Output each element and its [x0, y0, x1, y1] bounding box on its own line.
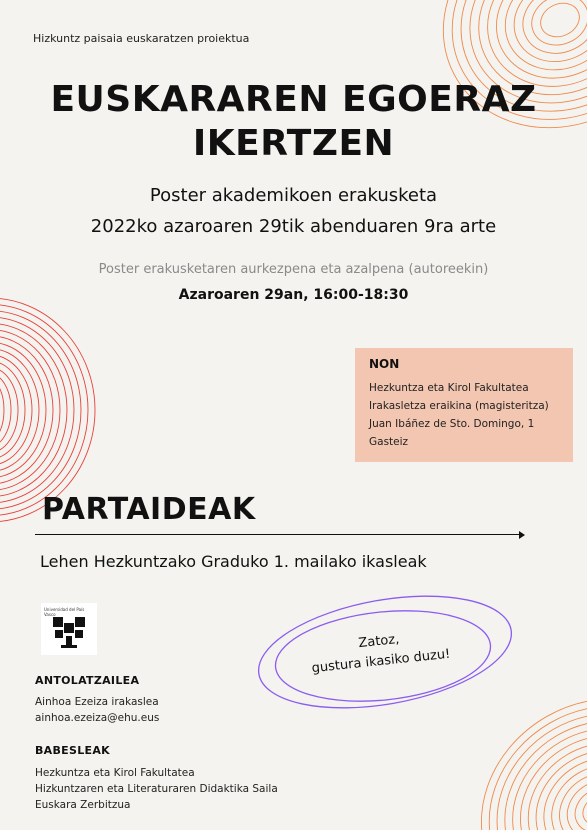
participants-divider	[35, 534, 523, 535]
contour-ring	[577, 789, 587, 830]
location-line: Gasteiz	[369, 436, 409, 448]
contour-ring	[514, 727, 587, 830]
contour-ring	[0, 355, 32, 465]
contour-ring	[535, 0, 585, 43]
contour-ring	[0, 374, 11, 447]
location-line: Juan Ibáñez de Sto. Domingo, 1	[369, 418, 535, 430]
contour-ring	[0, 304, 88, 515]
sponsor-item: Hezkuntza eta Kirol Fakultatea	[35, 767, 195, 779]
subtitle-line: Poster akademikoen erakusketa	[149, 185, 438, 206]
location-title: NON	[369, 357, 400, 371]
sponsors-list	[35, 765, 278, 813]
contour-ring	[0, 330, 60, 491]
presentation-text: Poster erakusketaren aurkezpena eta azalpena (autoreekin)	[98, 262, 489, 277]
left-concentric-decoration	[0, 298, 95, 522]
location-line: Hezkuntza eta Kirol Fakultatea	[369, 382, 529, 394]
organizer-name: Ainhoa Ezeiza irakaslea	[35, 696, 159, 708]
contour-ring	[500, 0, 587, 76]
contour-ring	[525, 738, 587, 830]
participants-title: PARTAIDEAK	[42, 492, 256, 527]
presentation-time: Azaroaren 29an, 16:00-18:30	[178, 287, 409, 303]
organizer-title: ANTOLATZAILEA	[35, 674, 140, 687]
title-line: IKERTZEN	[192, 123, 395, 164]
arrow-right-icon	[519, 531, 525, 539]
contour-ring	[489, 0, 587, 88]
title-line: EUSKARAREN EGOERAZ	[50, 79, 537, 120]
contour-ring	[493, 707, 587, 830]
contour-ring	[451, 666, 587, 830]
logo-text: Universidad del País Vasco	[44, 607, 85, 617]
subtitle-line: 2022ko azaroaren 29tik abenduaren 9ra arte	[90, 216, 497, 237]
invitation-line: Zatoz,	[357, 631, 401, 652]
contour-ring	[472, 687, 587, 830]
organizer-info	[35, 694, 159, 726]
project-name: Hizkuntz paisaia euskaratzen proiektua	[33, 32, 250, 45]
location-box	[355, 348, 573, 462]
contour-ring	[0, 380, 4, 440]
sponsors-title: BABESLEAK	[35, 744, 110, 757]
invitation-line: gustura ikasiko duzu!	[310, 646, 452, 677]
organizer-email[interactable]: ainhoa.ezeiza@ehu.eus	[35, 712, 160, 724]
main-title	[0, 78, 587, 166]
university-logo	[41, 603, 97, 655]
exhibition-subtitle	[0, 180, 587, 242]
contour-ring	[512, 0, 587, 65]
location-line: Irakasletza eraikina (magisteritza)	[369, 400, 549, 412]
participants-description: Lehen Hezkuntzako Graduko 1. mailako ikasleak	[40, 552, 427, 571]
sponsor-item: Euskara Zerbitzua	[35, 799, 131, 811]
contour-ring	[0, 367, 18, 452]
sponsor-item: Hizkuntzaren eta Literaturaren Didaktika Saila	[35, 783, 278, 795]
contour-ring	[0, 323, 67, 496]
